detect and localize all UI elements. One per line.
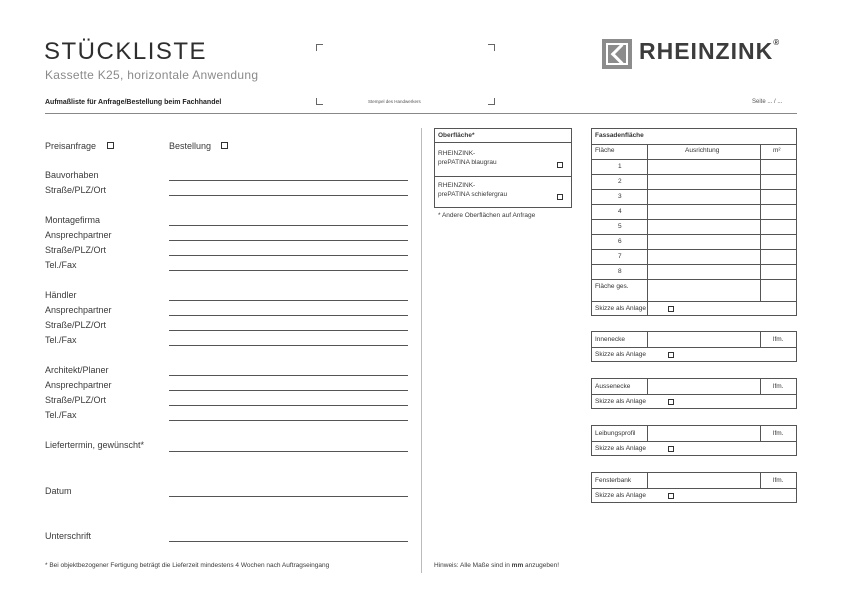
leibungsprofil-table (591, 425, 797, 456)
facade-skizze-checkbox[interactable] (668, 306, 674, 312)
table-line (760, 332, 761, 347)
datum-label: Datum (45, 486, 72, 496)
unterschrift-label: Unterschrift (45, 531, 92, 541)
table-line (592, 144, 796, 145)
table-line (760, 379, 761, 394)
preisanfrage-label: Preisanfrage (45, 141, 97, 151)
facade-row-number: 2 (618, 178, 622, 185)
table-line (592, 219, 796, 220)
innenecke-unit: lfm. (773, 336, 784, 343)
haendler-ansprechpartner-field[interactable] (169, 315, 408, 316)
bestellung-checkbox[interactable] (221, 142, 228, 149)
haendler-label: Händler (45, 290, 77, 300)
brand-logo: RHEINZINK® (639, 38, 781, 64)
table-line (592, 189, 796, 190)
unterschrift-field[interactable] (169, 541, 408, 542)
facade-row-number: 4 (618, 208, 622, 215)
facade-row-number: 5 (618, 223, 622, 230)
architekt-label: Architekt/Planer (45, 365, 109, 375)
bauvorhaben-label: Bauvorhaben (45, 170, 99, 180)
facade-row-number: 6 (618, 238, 622, 245)
haendler-telfax-label: Tel./Fax (45, 335, 77, 345)
bauvorhaben-strasse-label: Straße/PLZ/Ort (45, 185, 107, 195)
table-line (592, 204, 796, 205)
montagefirma-field[interactable] (169, 225, 408, 226)
architekt-field[interactable] (169, 375, 408, 376)
innenecke-skizze-label: Skizze als Anlage (595, 351, 646, 358)
aussenecke-unit: lfm. (773, 383, 784, 390)
surface-header: Oberfläche* (435, 129, 571, 143)
preisanfrage-checkbox[interactable] (107, 142, 114, 149)
stamp-corner-top-right (488, 44, 495, 51)
haendler-strasse-label: Straße/PLZ/Ort (45, 320, 107, 330)
facade-row-number: 1 (618, 163, 622, 170)
haendler-strasse-field[interactable] (169, 330, 408, 331)
architekt-ansprechpartner-label: Ansprechpartner (45, 380, 112, 390)
column-divider (421, 128, 422, 573)
header-divider (45, 113, 797, 114)
facade-table-header: Fassadenfläche (595, 132, 644, 139)
fensterbank-table (591, 472, 797, 503)
datum-field[interactable] (169, 496, 408, 497)
surface-selection-box (434, 128, 572, 208)
montagefirma-strasse-label: Straße/PLZ/Ort (45, 245, 107, 255)
architekt-strasse-field[interactable] (169, 405, 408, 406)
haendler-ansprechpartner-label: Ansprechpartner (45, 305, 112, 315)
facade-total-label: Fläche ges. (595, 283, 629, 290)
innenecke-table (591, 331, 797, 362)
table-line (647, 379, 648, 394)
table-line (592, 279, 796, 280)
haendler-field[interactable] (169, 300, 408, 301)
leibungsprofil-label: Leibungsprofil (595, 430, 636, 437)
stamp-corner-bottom-left (316, 98, 323, 105)
montagefirma-telfax-label: Tel./Fax (45, 260, 77, 270)
aussenecke-skizze-checkbox[interactable] (668, 399, 674, 405)
table-line (592, 264, 796, 265)
architekt-telfax-field[interactable] (169, 420, 408, 421)
stamp-label: Stempel des Handwerkers (368, 99, 421, 104)
leibungsprofil-skizze-label: Skizze als Anlage (595, 445, 646, 452)
bauvorhaben-strasse-field[interactable] (169, 195, 408, 196)
surface-blaugrau-checkbox[interactable] (557, 162, 563, 168)
fensterbank-label: Fensterbank (595, 477, 632, 484)
aussenecke-table (591, 378, 797, 409)
haendler-telfax-field[interactable] (169, 345, 408, 346)
surface-option-schiefergrau-label: RHEINZINK- prePATINA schiefergrau (438, 182, 508, 198)
architekt-strasse-label: Straße/PLZ/Ort (45, 395, 107, 405)
montagefirma-ansprechpartner-field[interactable] (169, 240, 408, 241)
montagefirma-label: Montagefirma (45, 215, 101, 225)
stamp-corner-bottom-right (488, 98, 495, 105)
table-line (592, 301, 796, 302)
table-line (592, 488, 796, 489)
surface-option-blaugrau-label: RHEINZINK- prePATINA blaugrau (438, 150, 497, 166)
stamp-corner-top-left (316, 44, 323, 51)
table-line (592, 441, 796, 442)
table-line (592, 347, 796, 348)
montagefirma-ansprechpartner-label: Ansprechpartner (45, 230, 112, 240)
table-line (592, 394, 796, 395)
units-hint: Hinweis: Alle Maße sind in mm anzugeben! (434, 562, 560, 569)
table-line (647, 426, 648, 441)
form-subheading: Aufmaßliste für Anfrage/Bestellung beim Fachhandel (45, 99, 222, 106)
leibungsprofil-unit: lfm. (773, 430, 784, 437)
page-subtitle: Kassette K25, horizontale Anwendung (45, 68, 259, 82)
aussenecke-label: Aussenecke (595, 383, 631, 390)
table-line (592, 249, 796, 250)
table-line (592, 159, 796, 160)
facade-row-number: 8 (618, 268, 622, 275)
column-m2: m² (773, 147, 781, 154)
aussenecke-skizze-label: Skizze als Anlage (595, 398, 646, 405)
montagefirma-telfax-field[interactable] (169, 270, 408, 271)
bestellung-label: Bestellung (169, 141, 212, 151)
montagefirma-strasse-field[interactable] (169, 255, 408, 256)
leibungsprofil-skizze-checkbox[interactable] (668, 446, 674, 452)
table-line (647, 332, 648, 347)
fensterbank-skizze-checkbox[interactable] (668, 493, 674, 499)
table-line (592, 174, 796, 175)
bauvorhaben-field[interactable] (169, 180, 408, 181)
surface-note: * Andere Oberflächen auf Anfrage (438, 212, 536, 219)
fensterbank-skizze-label: Skizze als Anlage (595, 492, 646, 499)
architekt-telfax-label: Tel./Fax (45, 410, 77, 420)
facade-row-number: 3 (618, 193, 622, 200)
surface-separator (435, 176, 571, 177)
surface-schiefergrau-checkbox[interactable] (557, 194, 563, 200)
table-line (760, 144, 761, 301)
column-ausrichtung: Ausrichtung (685, 147, 720, 154)
liefertermin-field[interactable] (169, 451, 408, 452)
table-line (760, 473, 761, 488)
delivery-time-note: * Bei objektbezogener Fertigung beträgt die Lieferzeit mindestens 4 Wochen nach Auftragseingang (45, 562, 330, 569)
innenecke-label: Innenecke (595, 336, 625, 343)
column-flaeche: Fläche (595, 147, 615, 154)
rheinzink-logo-icon (602, 39, 632, 69)
facade-row-number: 7 (618, 253, 622, 260)
page-number-label: Seite ... / ... (752, 99, 783, 105)
fensterbank-unit: lfm. (773, 477, 784, 484)
facade-area-table (591, 128, 797, 316)
table-line (647, 473, 648, 488)
liefertermin-label: Liefertermin, gewünscht* (45, 440, 145, 450)
table-line (647, 144, 648, 316)
page-title: STÜCKLISTE (44, 38, 208, 65)
innenecke-skizze-checkbox[interactable] (668, 352, 674, 358)
table-line (592, 234, 796, 235)
architekt-ansprechpartner-field[interactable] (169, 390, 408, 391)
facade-skizze-label: Skizze als Anlage (595, 305, 646, 312)
table-line (760, 426, 761, 441)
